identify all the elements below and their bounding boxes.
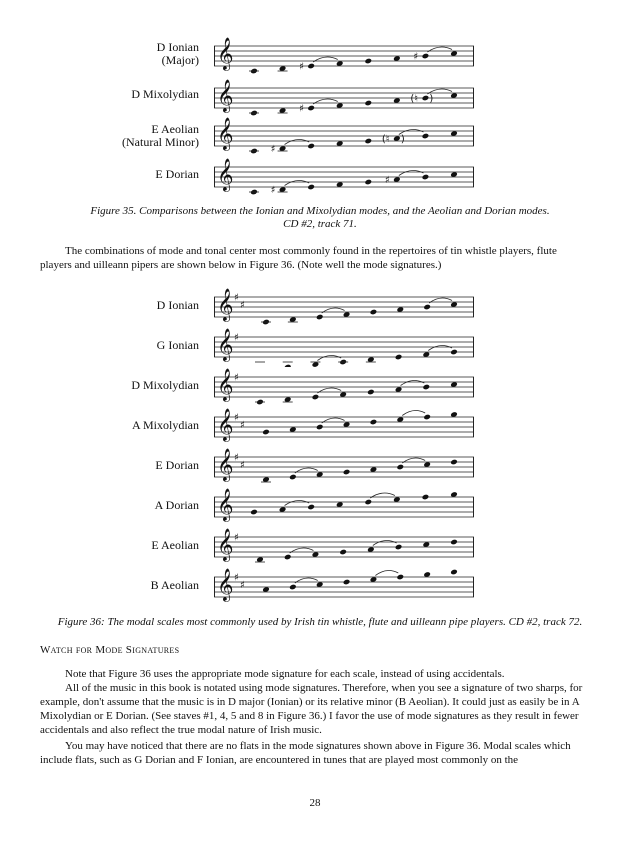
key-signature-sharp-icon: ♯: [234, 412, 239, 424]
slur: [285, 181, 310, 186]
slur: [401, 381, 425, 386]
figure-36-caption: Figure 36: The modal scales most commonly used by Irish tin whistle, flute and uilleann pipe players. CD #2, track 72.: [57, 616, 583, 628]
sharp-accidental-icon: ♯: [270, 144, 276, 155]
note-head: [367, 389, 375, 396]
paragraph: You may have noticed that there are no flats in the mode signatures shown above in Figure 36. Modal scales which include flats, such as G Dorian and F Ionian, are encountered in tunes that are played most commonly on the: [40, 740, 571, 766]
staff-label: G Ionian: [156, 338, 199, 352]
note-head: [262, 429, 270, 436]
note-head: [343, 469, 351, 476]
sharp-accidental-icon: ♯: [270, 185, 276, 196]
note-head: [450, 569, 458, 576]
svg-text:): ): [429, 93, 434, 105]
body-text: [40, 667, 588, 767]
key-signature-sharp-icon: ♯: [234, 572, 239, 584]
note-head: [364, 58, 372, 65]
svg-text:(: (: [410, 93, 415, 105]
sharp-accidental-icon: ♯: [299, 103, 304, 115]
treble-clef-icon: 𝄞: [217, 448, 234, 481]
key-signature-sharp-icon: ♯: [234, 332, 239, 344]
natural-accidental-icon: ♮: [385, 134, 390, 145]
note-head: [364, 138, 372, 145]
natural-accidental-icon: ♮: [414, 93, 419, 105]
note-head: [307, 63, 315, 70]
note-head: [364, 179, 372, 186]
treble-clef-icon: 𝄞: [217, 158, 234, 191]
key-signature-sharp-icon: ♯: [234, 452, 239, 464]
note-head: [364, 100, 372, 107]
music-staff: [214, 36, 474, 76]
intro-paragraph: The combinations of mode and tonal center most commonly found in the repertoires of tin whistle players, flute players and uilleann pipers are shown below in Figure 36. (Note well the mode signatures.): [40, 245, 557, 271]
note-head: [307, 105, 315, 112]
key-signature-sharp-icon: ♯: [240, 460, 245, 471]
staff-label: D Mixolydian: [131, 378, 199, 392]
key-signature-sharp-icon: ♯: [240, 420, 245, 431]
slur: [399, 171, 424, 176]
treble-clef-icon: 𝄞: [217, 528, 234, 561]
slur: [285, 501, 310, 506]
music-staff: [214, 487, 474, 527]
note-head: [422, 133, 430, 140]
note-head: [396, 574, 404, 581]
slur: [375, 571, 398, 576]
staff-label: E Aeolian: [151, 538, 199, 552]
music-staff: [214, 567, 474, 607]
note-head: [289, 584, 297, 591]
treble-clef-icon: 𝄞: [217, 408, 234, 441]
note-head: [450, 349, 458, 356]
key-signature-sharp-icon: ♯: [234, 372, 239, 384]
treble-clef-icon: 𝄞: [217, 488, 234, 521]
music-staff: [214, 527, 474, 567]
slur: [317, 356, 341, 361]
note-head: [422, 174, 430, 181]
staff-label: E Dorian: [155, 458, 199, 472]
slur: [373, 541, 397, 546]
treble-clef-icon: 𝄞: [217, 117, 234, 150]
paragraph: Note that Figure 36 uses the appropriate mode signature for each scale, instead of using accidentals.: [65, 668, 505, 680]
note-head: [395, 544, 403, 551]
staff-label: A Dorian: [154, 498, 199, 512]
note-head: [289, 474, 297, 481]
note-head: [396, 464, 404, 471]
music-staff: [214, 287, 474, 327]
note-head: [307, 504, 315, 511]
note-head: [450, 459, 458, 466]
note-head: [250, 509, 258, 516]
note-head: [307, 184, 315, 191]
treble-clef-icon: 𝄞: [217, 328, 234, 361]
note-head: [307, 143, 315, 150]
treble-clef-icon: 𝄞: [217, 368, 234, 401]
svg-text:(: (: [381, 134, 386, 145]
svg-text:): ): [400, 134, 405, 145]
section-heading: Watch for Mode Signatures: [40, 644, 180, 656]
music-staff: [214, 327, 474, 367]
note-head: [316, 314, 324, 321]
key-signature-sharp-icon: ♯: [240, 300, 245, 311]
note-head: [370, 419, 378, 426]
treble-clef-icon: 𝄞: [217, 37, 234, 70]
music-staff: [214, 407, 474, 447]
note-head: [422, 95, 430, 102]
page-number: 28: [309, 797, 321, 809]
sharp-accidental-icon: ♯: [384, 175, 390, 186]
key-signature-sharp-icon: ♯: [234, 292, 239, 304]
sharp-accidental-icon: ♯: [413, 51, 419, 63]
note-head: [284, 554, 292, 561]
note-head: [339, 549, 347, 556]
music-staff: [214, 157, 474, 197]
slur: [428, 346, 452, 351]
note-head: [422, 384, 430, 391]
key-signature-sharp-icon: ♯: [240, 580, 245, 591]
note-head: [422, 494, 430, 501]
staff-label: D Ionian (Major): [156, 40, 199, 67]
music-staff: [214, 116, 474, 156]
staff-label: D Ionian: [156, 298, 199, 312]
music-staff: [214, 367, 474, 407]
note-head: [422, 53, 430, 60]
staff-label: B Aeolian: [150, 578, 199, 592]
note-head: [450, 539, 458, 546]
treble-clef-icon: 𝄞: [217, 79, 234, 112]
note-head: [316, 424, 324, 431]
note-head: [395, 354, 403, 361]
slur: [285, 140, 310, 145]
sharp-accidental-icon: ♯: [299, 61, 304, 73]
note-head: [364, 499, 372, 506]
staff-label: D Mixolydian: [131, 87, 199, 101]
staff-label: E Dorian: [155, 167, 199, 181]
key-signature-sharp-icon: ♯: [234, 532, 239, 544]
treble-clef-icon: 𝄞: [217, 568, 234, 601]
note-head: [343, 579, 351, 586]
note-head: [423, 414, 431, 421]
music-staff: [214, 447, 474, 487]
figure-35-caption: Figure 35. Comparisons between the Ionian and Mixolydian modes, and the Aeolian and Dorian modes. CD #2, track 71.: [90, 205, 550, 230]
note-head: [370, 309, 378, 316]
slur: [402, 411, 425, 416]
note-head: [312, 394, 320, 401]
treble-clef-icon: 𝄞: [217, 288, 234, 321]
staff-label: A Mixolydian: [131, 418, 199, 432]
music-staff: [214, 78, 474, 118]
paragraph: All of the music in this book is notated using mode signatures. Therefore, when you see a signature of two sharps, for example, don't assume that the music is in D major (Ionian) or its relative minor (B Aeolian). It could just as easily be in A Mixolydian or E Dorian. (See staves #1, 4, 5 and 8 in Figure 36.) I favor the use of mode signatures as they result in fewer accidentals and also reflect the true modal nature of Irish music.: [40, 682, 583, 736]
staff-label: E Aeolian (Natural Minor): [122, 122, 199, 149]
note-head: [423, 304, 431, 311]
